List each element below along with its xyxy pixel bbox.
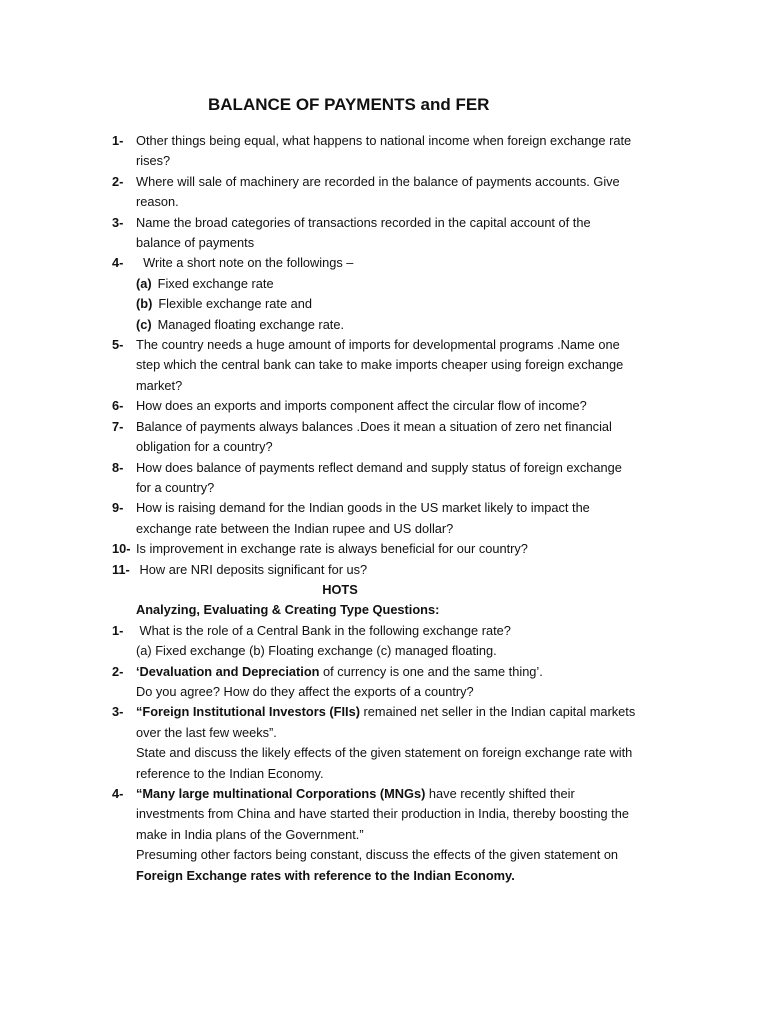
question-text: market? xyxy=(136,377,183,393)
sub-item-text: Fixed exchange rate xyxy=(157,275,274,291)
question-text: Do you agree? How do they affect the exports of a country? xyxy=(136,684,474,700)
question-number: 1- xyxy=(112,133,124,148)
hots-question-3 xyxy=(0,702,768,784)
question-text-rest: have recently shifted their xyxy=(425,786,575,802)
question-number: 6- xyxy=(112,398,124,414)
question-number: 2- xyxy=(112,173,124,189)
question-6 xyxy=(0,396,768,416)
question-text: Where will sale of machinery are recorded in the balance of payments accounts. Give xyxy=(136,173,620,189)
question-2 xyxy=(0,172,768,213)
question-text xyxy=(136,784,682,804)
question-text: Is improvement in exchange rate is always beneficial for our country? xyxy=(136,541,528,557)
question-number: 5- xyxy=(112,337,124,353)
question-text: State and discuss the likely effects of the given statement on foreign exchange rate with xyxy=(136,745,633,761)
question-number: 3- xyxy=(112,214,124,230)
question-text: Foreign Exchange rates with reference to the Indian Economy. xyxy=(136,867,515,883)
question-3 xyxy=(0,213,768,254)
question-bold-text: “Foreign Institutional Investors (FIIs) xyxy=(136,704,360,720)
page-title: BALANCE OF PAYMENTS and FER xyxy=(208,95,490,114)
question-text: (a) Fixed exchange (b) Floating exchange (c) managed floating. xyxy=(136,643,497,659)
question-text: How are NRI deposits significant for us? xyxy=(136,561,368,577)
question-bold-text: “Many large multinational Corporations (MNGs) xyxy=(136,786,426,802)
question-bold-text: ‘Devaluation and Depreciation xyxy=(136,663,320,679)
question-text: Presuming other factors being constant, discuss the effects of the given statement on xyxy=(136,847,619,863)
hots-question-1 xyxy=(0,621,768,662)
question-text-rest: of currency is one and the same thing’. xyxy=(319,663,543,679)
question-number: 9- xyxy=(112,500,124,516)
question-text: reason. xyxy=(136,194,179,210)
question-text: Other things being equal, what happens to national income when foreign exchange rate xyxy=(136,133,632,148)
question-list xyxy=(0,131,768,580)
question-text: Name the broad categories of transactions recorded in the capital account of the xyxy=(136,214,591,230)
question-text: investments from China and have started their production in India, thereby boosting the xyxy=(136,806,629,822)
question-10 xyxy=(0,539,768,559)
question-11 xyxy=(0,560,768,580)
question-number: 8- xyxy=(112,459,124,475)
question-number: 7- xyxy=(112,418,124,434)
question-text: over the last few weeks”. xyxy=(136,724,277,740)
question-7 xyxy=(0,417,768,458)
question-text: How does balance of payments reflect demand and supply status of foreign exchange xyxy=(136,459,622,475)
question-1 xyxy=(0,131,768,172)
question-text: exchange rate between the Indian rupee and US dollar? xyxy=(136,520,454,536)
sub-item-text: Managed floating exchange rate. xyxy=(157,316,345,332)
question-9 xyxy=(0,498,768,539)
sub-item-letter: (b) xyxy=(136,296,153,312)
hots-heading: Analyzing, Evaluating & Creating Type Questions: xyxy=(136,602,440,618)
question-text: obligation for a country? xyxy=(136,439,273,455)
question-text: step which the central bank can take to make imports cheaper using foreign exchange xyxy=(136,357,624,373)
hots-question-4 xyxy=(0,784,768,886)
hots-question-2 xyxy=(0,662,768,703)
sub-item-c xyxy=(0,315,768,335)
question-number: 3- xyxy=(112,704,124,720)
question-number: 4- xyxy=(112,255,124,271)
hots-label: HOTS xyxy=(322,582,358,597)
question-text: reference to the Indian Economy. xyxy=(136,765,324,781)
sub-item-letter: (a) xyxy=(136,275,152,291)
sub-item-a xyxy=(0,274,768,294)
question-text: What is the role of a Central Bank in the following exchange rate? xyxy=(136,622,511,638)
question-text xyxy=(136,662,682,682)
question-text: The country needs a huge amount of imports for developmental programs .Name one xyxy=(136,337,620,353)
question-text: Write a short note on the followings – xyxy=(136,255,354,271)
question-text: balance of payments xyxy=(136,235,255,251)
sub-item-text: Flexible exchange rate and xyxy=(158,296,313,312)
question-text: rises? xyxy=(136,153,171,169)
question-number: 2- xyxy=(112,663,124,679)
question-text: How is raising demand for the Indian goods in the US market likely to impact the xyxy=(136,500,590,516)
question-number: 10- xyxy=(112,541,131,557)
question-text: make in India plans of the Government.” xyxy=(136,826,364,842)
question-4 xyxy=(0,253,768,273)
question-text xyxy=(136,702,682,722)
question-number: 4- xyxy=(112,786,124,802)
sub-item-b xyxy=(0,294,768,314)
question-text: How does an exports and imports component affect the circular flow of income? xyxy=(136,398,587,414)
hots-section xyxy=(0,580,768,886)
question-8 xyxy=(0,458,768,499)
question-number: 1- xyxy=(112,622,124,638)
sub-item-letter: (c) xyxy=(136,316,152,332)
question-text-rest: remained net seller in the Indian capital markets xyxy=(359,704,636,720)
question-5 xyxy=(0,335,768,396)
question-number: 11- xyxy=(112,561,130,577)
question-text: for a country? xyxy=(136,479,215,495)
question-text: Balance of payments always balances .Does it mean a situation of zero net financial xyxy=(136,418,612,434)
